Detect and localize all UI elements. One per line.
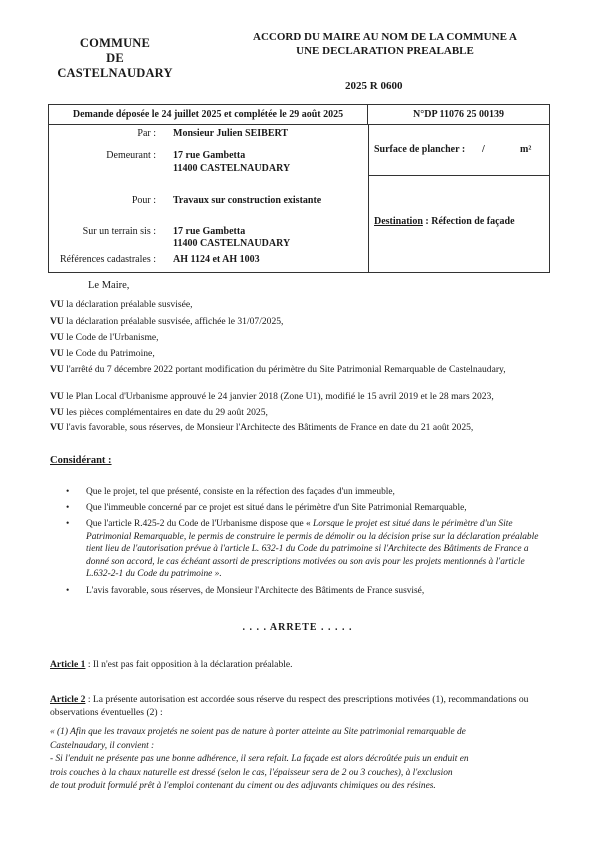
bullet-icon: •	[66, 586, 70, 596]
accord-line: ACCORD DU MAIRE AU NOM DE LA COMMUNE A	[253, 31, 517, 43]
arrete-heading: . . . . ARRETE . . . . .	[242, 622, 353, 633]
label-demeurant: Demeurant :	[106, 150, 156, 161]
vu-keyword: VU	[50, 316, 64, 327]
article-1-title: Article 1	[50, 659, 86, 670]
bullet-quote: Lorsque le projet est situé dans le périmètre d'un Site Patrimonial Remarquable, le permis de construire le permis de démolir ou la décision prise sur la déclaration préalable tient lieu de l'autorisation prévue à l'article L. 632-1 du Code du patrimoine si l'Architecte des Bâtiments de France a donné son accord, le cas échéant assorti de prescriptions motivées ou son avis pour les projets mentionnés à l'article L.632-2-1 du Code du patrimoine ».	[86, 519, 539, 579]
commune-line: CASTELNAUDARY	[57, 66, 173, 80]
commune-header	[50, 36, 180, 81]
commune-line: DE	[106, 51, 124, 65]
vu-text: les pièces complémentaires en date du 29 août 2025,	[63, 407, 268, 418]
destination-label: Destination	[374, 216, 423, 227]
vu-line	[50, 390, 545, 403]
vu-keyword: VU	[50, 332, 64, 343]
box-divider-horizontal	[369, 175, 549, 176]
vu-keyword: VU	[50, 422, 64, 433]
label-terrain: Sur un terrain sis :	[82, 226, 156, 237]
quote-line: trois couches à la chaux naturelle est dressé (selon le cas, l'épaisseur sera de 2 ou 3 couches), à l'exclusion	[50, 767, 453, 778]
box-header	[49, 105, 549, 125]
bullet-text: Que le projet, tel que présenté, consiste en la réfection des façades d'un immeuble,	[86, 487, 395, 497]
vu-line	[50, 421, 545, 434]
vu-text: le Code de l'Urbanisme,	[63, 332, 159, 343]
value-cadastre: AH 1124 et AH 1003	[173, 254, 260, 265]
considerant-heading: Considérant :	[50, 455, 112, 466]
quote-line: de tout produit formulé prêt à l'emploi contenant du ciment ou des adjuvants chimiques ou des résines.	[50, 781, 436, 791]
le-maire: Le Maire,	[88, 280, 130, 291]
vu-text: le Code du Patrimoine,	[63, 348, 155, 359]
bullet-icon: •	[66, 487, 70, 497]
vu-text: le Plan Local d'Urbanisme approuvé le 24 janvier 2018 (Zone U1), modifié le 15 avril 2019 et le 28 mars 2023,	[63, 391, 494, 402]
vu-line	[50, 331, 545, 344]
quote-line: - Si l'enduit ne présente pas une bonne adhérence, il sera refait. La façade est alors décroûtée puis un enduit en	[50, 754, 469, 764]
vu-line	[50, 315, 545, 328]
vu-text: l'arrêté du 7 décembre 2022 portant modification du périmètre du Site Patrimonial Remarquable de Castelnaudary,	[63, 364, 506, 375]
article-1-text: : Il n'est pas fait opposition à la déclaration préalable.	[85, 659, 293, 670]
article-2-text: : La présente autorisation est accordée sous réserve du respect des prescriptions motivées (1), recommandations ou observations éventuelles (2) :	[50, 694, 529, 718]
destination	[374, 216, 515, 227]
value-terrain-street: 17 rue Gambetta	[173, 226, 246, 237]
value-travaux: Travaux sur construction existante	[173, 195, 322, 206]
bullet-text: Que l'immeuble concerné par ce projet est situé dans le périmètre d'un Site Patrimonial Remarquable,	[86, 503, 467, 513]
accord-title	[220, 30, 550, 58]
ndp-number: N°DP 11076 25 00139	[413, 109, 504, 120]
article-2-title: Article 2	[50, 694, 86, 705]
quote-line: Castelnaudary, il convient :	[50, 740, 155, 751]
label-par: Par :	[137, 128, 156, 139]
bullet-icon: •	[66, 519, 70, 529]
demande-date: Demande déposée le 24 juillet 2025 et complétée le 29 août 2025	[49, 105, 368, 124]
quote-line: « (1) Afin que les travaux projetés ne soient pas de nature à porter atteinte au Site patrimonial remarquable de	[50, 727, 466, 737]
vu-text: la déclaration préalable susvisée, affichée le 31/07/2025,	[63, 316, 284, 327]
value-terrain-city: 11400 CASTELNAUDARY	[173, 238, 291, 249]
surface-unit: m²	[520, 144, 532, 155]
application-box	[48, 104, 550, 273]
label-pour: Pour :	[131, 195, 156, 206]
bullet-text: Que l'article R.425-2 du Code de l'Urbanisme dispose que «	[86, 519, 314, 529]
vu-line	[50, 298, 545, 311]
value-address-city: 11400 CASTELNAUDARY	[173, 163, 291, 174]
reference-number: 2025 R 0600	[345, 80, 403, 92]
vu-text: l'avis favorable, sous réserves, de Monsieur l'Architecte des Bâtiments de France en date du 21 août 2025,	[63, 422, 474, 433]
label-cadastre: Références cadastrales :	[59, 254, 156, 265]
surface-value: /	[482, 144, 485, 155]
article-2	[50, 693, 545, 719]
vu-text: la déclaration préalable susvisée,	[63, 299, 193, 310]
article-1	[50, 658, 545, 671]
box-divider-vertical	[368, 124, 369, 272]
vu-line	[50, 347, 545, 360]
vu-keyword: VU	[50, 407, 64, 418]
vu-keyword: VU	[50, 348, 64, 359]
vu-keyword: VU	[50, 364, 64, 375]
value-address-street: 17 rue Gambetta	[173, 150, 246, 161]
vu-line	[50, 363, 545, 376]
accord-line: UNE DECLARATION PREALABLE	[296, 45, 474, 57]
bullet-icon: •	[66, 503, 70, 513]
commune-line: COMMUNE	[79, 36, 151, 50]
vu-line	[50, 406, 545, 419]
value-applicant: Monsieur Julien SEIBERT	[173, 128, 289, 139]
bullet-text: L'avis favorable, sous réserves, de Monsieur l'Architecte des Bâtiments de France susvisé,	[86, 586, 425, 596]
destination-value: : Réfection de façade	[422, 216, 515, 227]
prescription-quote	[50, 726, 545, 794]
surface-plancher	[374, 144, 532, 155]
surface-label: Surface de plancher :	[374, 144, 466, 155]
vu-keyword: VU	[50, 299, 64, 310]
vu-keyword: VU	[50, 391, 64, 402]
